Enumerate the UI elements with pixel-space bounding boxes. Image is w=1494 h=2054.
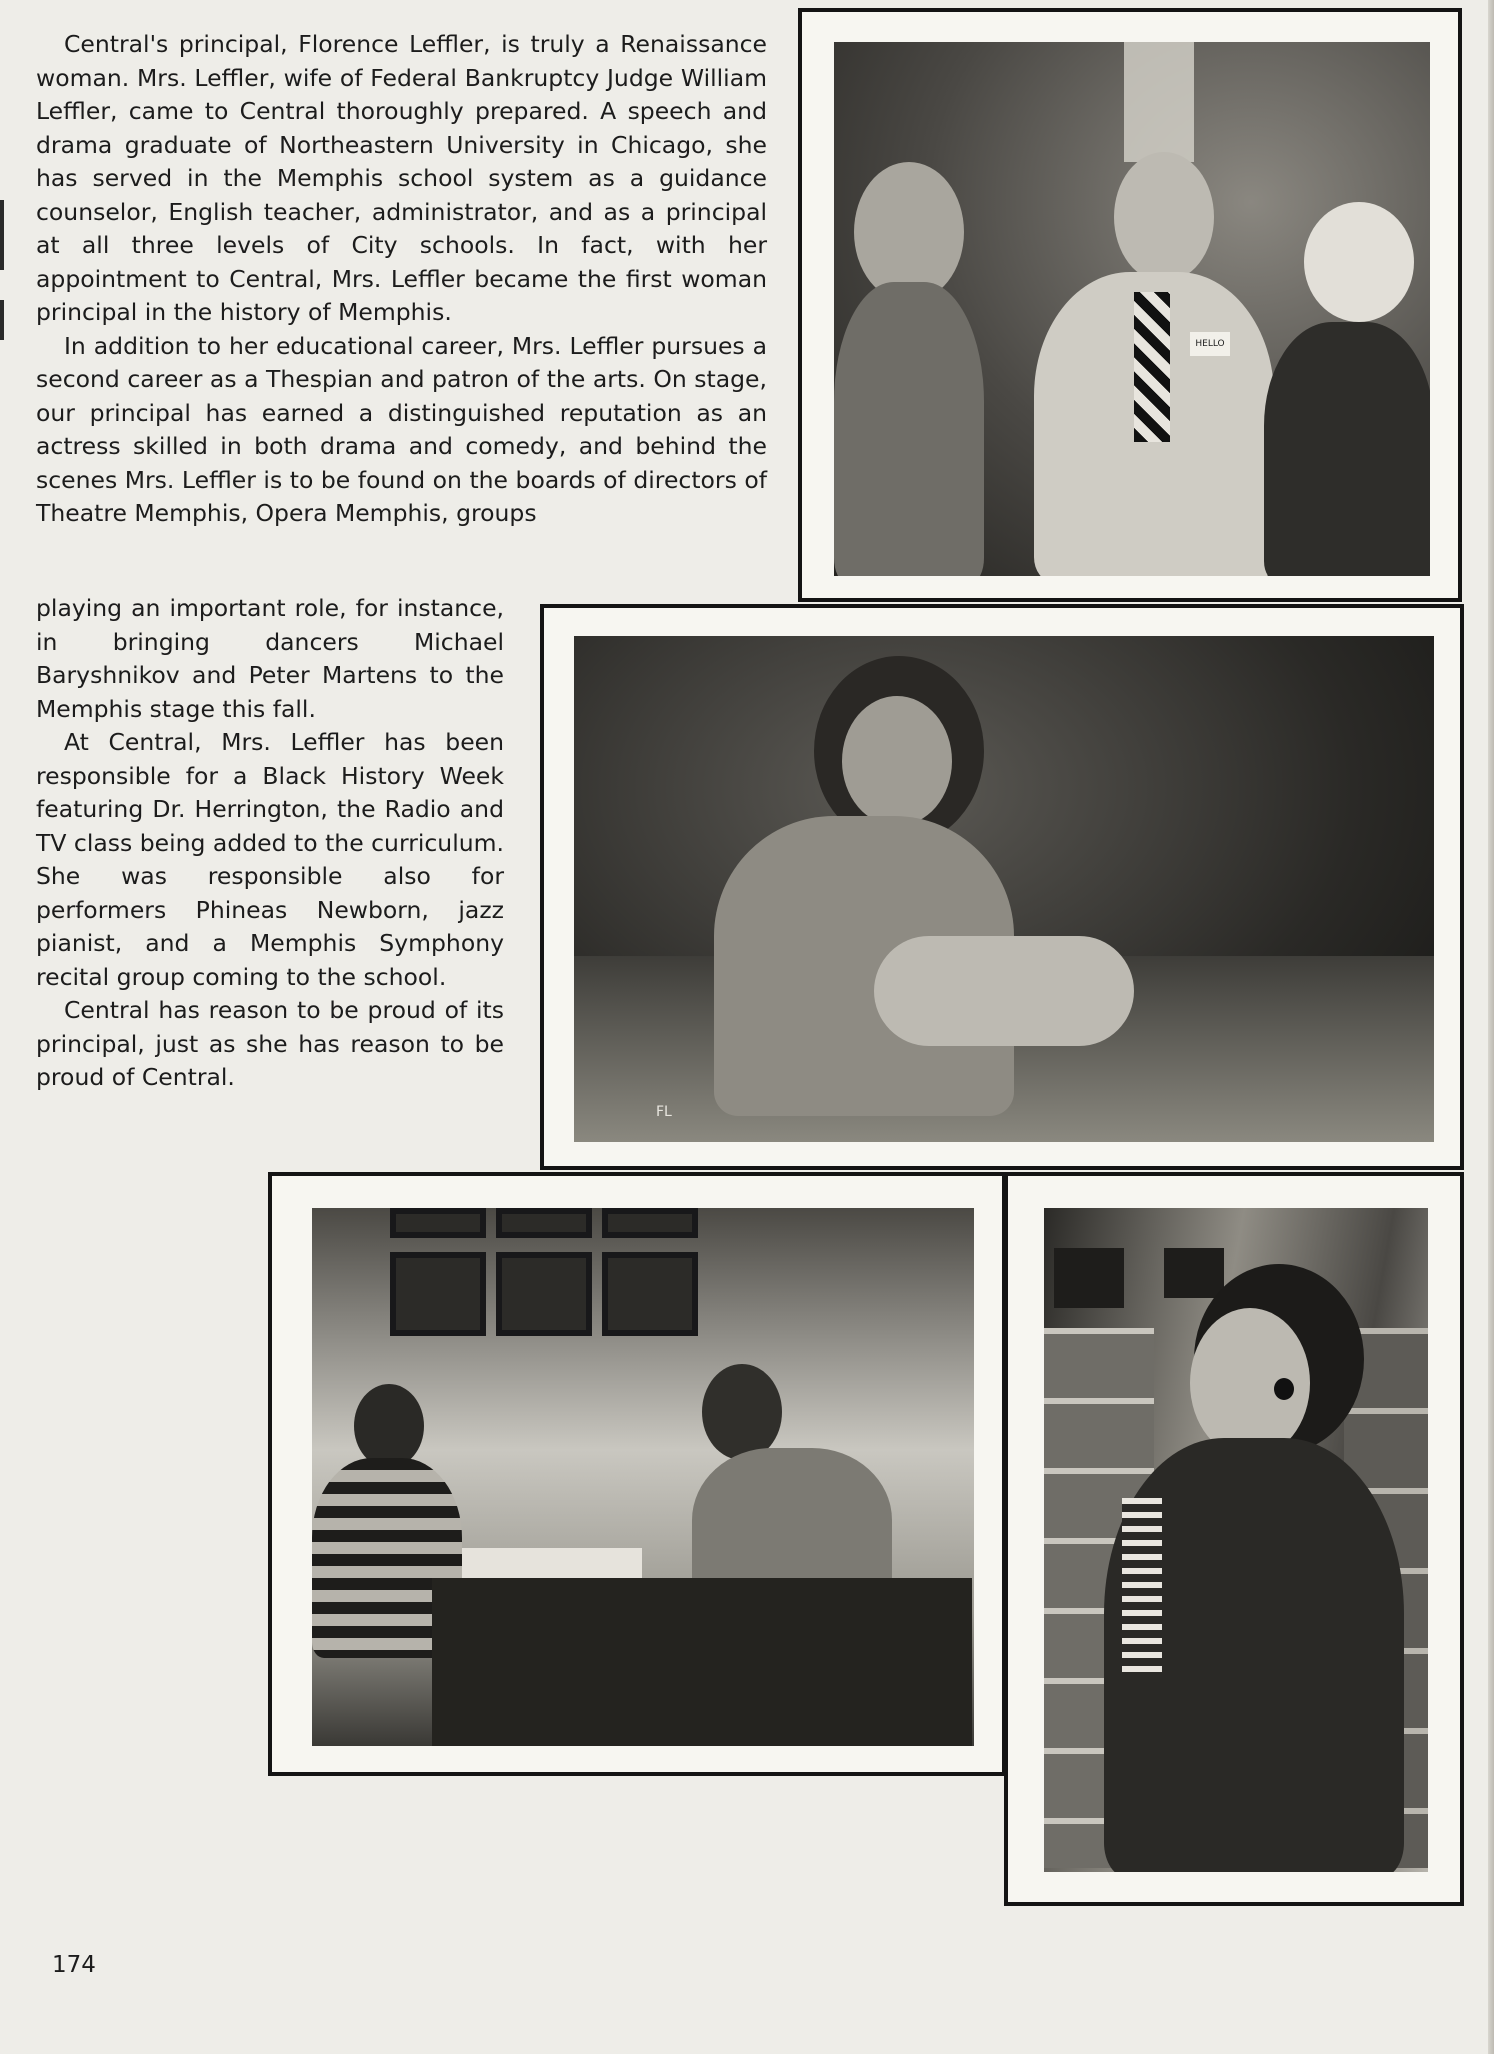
trophy xyxy=(1054,1248,1124,1308)
photo-frame-lawn xyxy=(540,604,1464,1170)
person-left-body xyxy=(834,282,984,576)
wall-frame xyxy=(602,1252,698,1336)
wall-frame xyxy=(496,1252,592,1336)
name-tag: HELLO xyxy=(1190,332,1230,356)
paragraph-1: Central's principal, Florence Leffler, is truly a Renaissance woman. Mrs. Leffler, wife of Federal Bankruptcy Judge William Leffler, came to Central thoroughly prepared. A speech and drama graduate of Northeastern University in Chicago, she has served in the Memphis school system as a guidance counselor, English teacher, administrator, and as a principal at all three levels of City schools. In fact, with her appointment to Central, Mrs. Leffler became the first woman principal in the history of Memphis. xyxy=(36,30,767,326)
woman-face xyxy=(842,696,952,826)
student-head xyxy=(354,1384,424,1468)
desk-papers xyxy=(462,1548,642,1578)
paragraph-2-end: playing an important role, for instance, in bringing dancers Michael Baryshnikov and Peter Martens to the Memphis stage this fall. xyxy=(36,594,504,723)
photo-frame-conversation xyxy=(798,8,1462,602)
pillar xyxy=(1124,42,1194,162)
paragraph-3: At Central, Mrs. Leffler has been responsible for a Black History Week featuring Dr. Herrington, the Radio and TV class being added to the curriculum. She was responsible also for performers Phineas Newborn, jazz pianist, and a Memphis Symphony recital group coming to the school. xyxy=(36,728,504,991)
striped-tie xyxy=(1134,292,1170,442)
article-text-top xyxy=(36,28,767,531)
man-head xyxy=(1114,152,1214,282)
trophy xyxy=(1164,1248,1224,1298)
photo-frame-office xyxy=(268,1172,1006,1776)
photo-frame-portrait xyxy=(1004,1172,1464,1906)
principal-head xyxy=(702,1364,782,1460)
photo-conversation xyxy=(834,42,1430,576)
page-number: 174 xyxy=(52,1952,96,1978)
person-left-head xyxy=(854,162,964,302)
wall-frame xyxy=(496,1208,592,1238)
wall-frame xyxy=(390,1208,486,1238)
spine-mark xyxy=(0,300,4,340)
desk xyxy=(432,1578,972,1746)
woman-right-hair xyxy=(1304,202,1414,322)
page-edge xyxy=(1488,0,1494,2054)
spine-mark xyxy=(0,200,4,270)
paragraph-4: Central has reason to be proud of its principal, just as she has reason to be proud of Central. xyxy=(36,996,504,1091)
photo-credit: FL xyxy=(656,1104,672,1120)
photo-office-desk xyxy=(312,1208,974,1746)
woman-right-body xyxy=(1264,322,1430,576)
wall-frame xyxy=(390,1252,486,1336)
sleeve-stripes xyxy=(1122,1498,1162,1678)
wall-frame xyxy=(602,1208,698,1238)
photo-woman-on-lawn xyxy=(574,636,1434,1142)
paragraph-2-start: In addition to her educational career, Mrs. Leffler pursues a second career as a Thespian and patron of the arts. On stage, our principal has earned a distinguished reputation as an actress skilled in both drama and comedy, and behind the scenes Mrs. Leffler is to be found on the boards of directors of Theatre Memphis, Opera Memphis, groups xyxy=(36,331,767,527)
photo-principal-portrait xyxy=(1044,1208,1428,1872)
earring xyxy=(1274,1378,1294,1400)
woman-legs xyxy=(874,936,1134,1046)
article-text-column xyxy=(36,592,504,1095)
